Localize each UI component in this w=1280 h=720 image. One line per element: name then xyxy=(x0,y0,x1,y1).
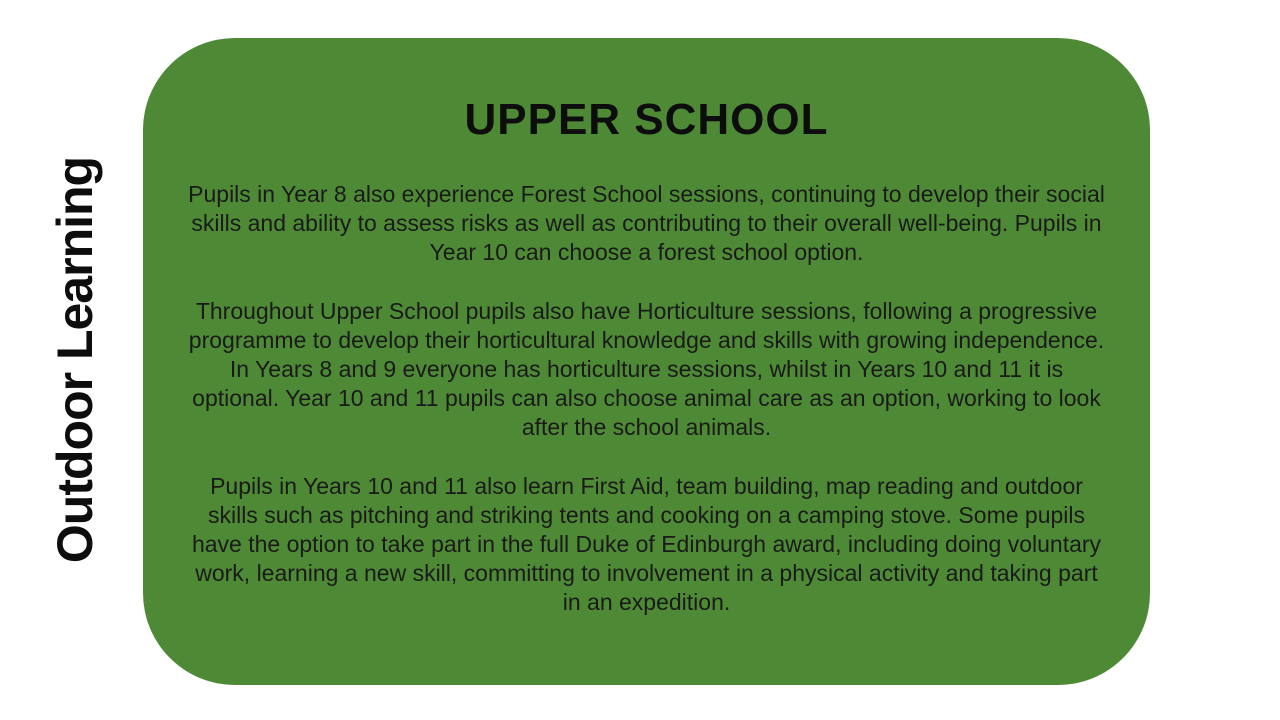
page-title-vertical: Outdoor Learning xyxy=(47,156,104,564)
vertical-label-container xyxy=(0,0,150,720)
paragraph-forest-school: Pupils in Year 8 also experience Forest School sessions, continuing to develop their social skills and ability to assess risks as well as contributing to their overall well-being. Pupils in Year 10 can choose a forest school option. xyxy=(188,181,1105,266)
paragraph-first-aid-dofe: Pupils in Years 10 and 11 also learn First Aid, team building, map reading and outdoor skills such as pitching and striking tents and cooking on a camping stove. Some pupils have the option to take part in the full Duke of Edinburgh award, including doing voluntary work, learning a new skill, committing to involvement in a physical activity and taking part in an expedition. xyxy=(191,473,1102,616)
paragraph-horticulture: Throughout Upper School pupils also have Horticulture sessions, following a progressive programme to develop their horticultural knowledge and skills with growing independence. In Years 8 and 9 everyone has horticulture sessions, whilst in Years 10 and 11 it is optional. Year 10 and 11 pupils can also choose animal care as an option, working to look after the school animals. xyxy=(188,298,1105,441)
card-title: UPPER SCHOOL xyxy=(464,95,829,144)
card-body xyxy=(185,180,1108,617)
content-card xyxy=(143,38,1150,685)
